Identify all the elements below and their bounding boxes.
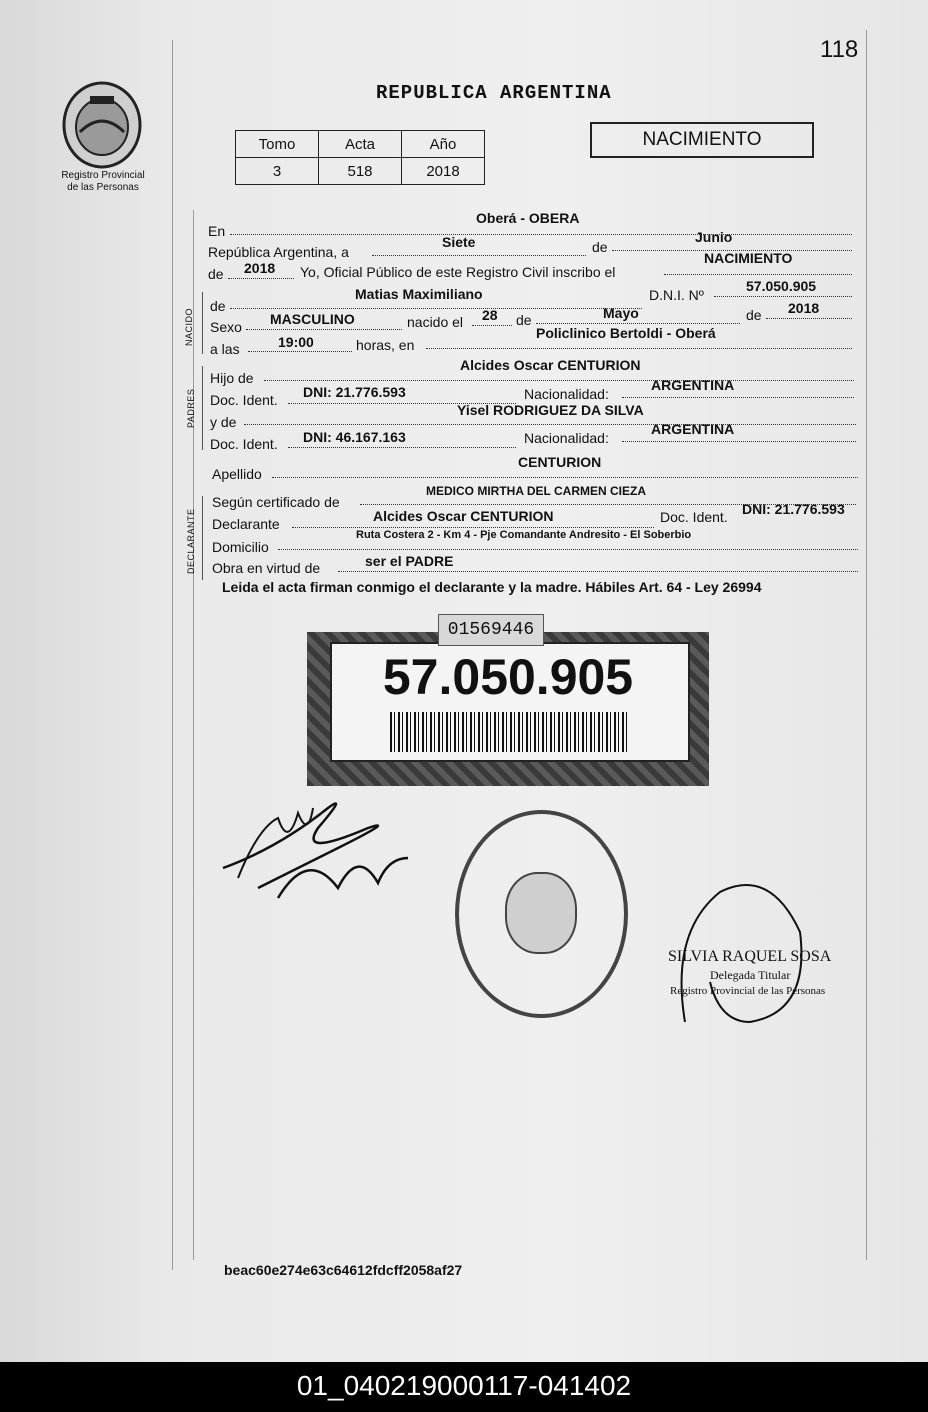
apellido-value: CENTURION (518, 454, 602, 470)
cert-label: Según certificado de (212, 494, 340, 510)
anio-header: Año (402, 131, 485, 158)
nacido-label: nacido el (407, 314, 464, 330)
sexo-value: MASCULINO (270, 311, 355, 327)
dom-label: Domicilio (212, 539, 269, 555)
registro-line-2: de las Personas (67, 182, 139, 193)
anio-value: 2018 (402, 158, 485, 185)
de-label: de (592, 239, 608, 255)
barcode-icon (390, 712, 630, 752)
inscribo-value: NACIMIENTO (704, 250, 793, 266)
official-name: SILVIA RAQUEL SOSA (668, 948, 832, 965)
hora-value: 19:00 (278, 334, 314, 350)
document-hash: beac60e274e63c64612fdcff2058af27 (224, 1262, 463, 1278)
de3-label: de (210, 298, 226, 314)
side-label-declarante: DECLARANTE (186, 508, 196, 574)
alas-label: a las (210, 341, 240, 357)
obra-label: Obra en virtud de (212, 560, 321, 576)
scan-id-footer: 01_040219000117-041402 (0, 1362, 928, 1412)
inner-margin-line (193, 210, 194, 1260)
control-number: 01569446 (438, 614, 544, 646)
certificado-value: MEDICO MIRTHA DEL CARMEN CIEZA (426, 484, 646, 498)
apellido-label: Apellido (212, 466, 262, 482)
nac-label: Nacionalidad: (524, 386, 609, 402)
block-separator (202, 292, 203, 354)
tomo-acta-table (235, 130, 485, 185)
dni-value: 57.050.905 (746, 278, 817, 294)
republica-label: República Argentina, a (208, 244, 349, 260)
side-label-nacido: NACIDO (184, 307, 194, 346)
acta-header: Acta (319, 131, 402, 158)
right-margin-line (866, 30, 867, 1260)
yo-label: Yo, Oficial Público de este Registro Civil inscribo el (300, 264, 616, 280)
en-label: En (208, 223, 226, 239)
en-value: Oberá - OBERA (476, 210, 580, 226)
nac-dia-value: 28 (482, 307, 498, 323)
declarante-signature (218, 788, 418, 918)
decl-dni-value: DNI: 21.776.593 (742, 501, 845, 517)
horas-label: horas, en (356, 337, 415, 353)
doc-label: Doc. Ident. (210, 392, 278, 408)
sticker-dni-number: 57.050.905 (382, 649, 634, 705)
nac2-label: Nacionalidad: (524, 430, 609, 446)
tomo-value: 3 (236, 158, 319, 185)
doc2-label: Doc. Ident. (210, 436, 278, 452)
acta-value: 518 (319, 158, 402, 185)
nac-anio-value: 2018 (788, 300, 820, 316)
stamp-emblem-icon (505, 872, 577, 954)
side-label-padres: PADRES (186, 388, 196, 428)
doc3-label: Doc. Ident. (660, 509, 728, 525)
nombre-value: Matias Maximiliano (355, 286, 483, 302)
madre-dni-value: DNI: 46.167.163 (303, 429, 406, 445)
madre-value: Yisel RODRIGUEZ DA SILVA (457, 402, 644, 418)
misiones-seal-icon (60, 80, 144, 170)
official-title: Delegada Titular (710, 968, 791, 982)
madre-nac-value: ARGENTINA (651, 421, 735, 437)
registro-line-1: Registro Provincial (61, 170, 145, 181)
hijo-label: Hijo de (210, 370, 254, 386)
document-title: REPUBLICA ARGENTINA (376, 82, 612, 104)
page-number: 118 (820, 36, 859, 63)
record-type-box: NACIMIENTO (590, 122, 814, 158)
registro-provincial-label (48, 170, 158, 194)
block-separator (202, 496, 203, 580)
obra-value: ser el PADRE (365, 553, 454, 569)
legal-note: Leida el acta firman conmigo el declarante y la madre. Hábiles Art. 64 - Ley 26994 (222, 579, 762, 595)
declarante-value: Alcides Oscar CENTURION (373, 508, 554, 524)
mes-value: Junio (695, 229, 733, 245)
decl-label: Declarante (212, 516, 280, 532)
domicilio-value: Ruta Costera 2 - Km 4 - Pje Comandante Andresito - El Soberbio (356, 529, 692, 541)
de2-label: de (208, 266, 224, 282)
yde-label: y de (210, 414, 237, 430)
dotted-line (372, 243, 586, 256)
official-registro: Registro Provincial de las Personas (670, 985, 826, 997)
de5-label: de (746, 307, 762, 323)
padre-value: Alcides Oscar CENTURION (460, 357, 641, 373)
block-separator (202, 366, 203, 450)
dni-label: D.N.I. Nº (649, 287, 704, 303)
left-margin-line (172, 40, 173, 1270)
lugar-value: Policlinico Bertoldi - Oberá (536, 325, 716, 341)
sexo-label: Sexo (210, 319, 242, 335)
de4-label: de (516, 312, 532, 328)
padre-dni-value: DNI: 21.776.593 (303, 384, 406, 400)
padre-nac-value: ARGENTINA (651, 377, 735, 393)
nac-mes-value: Mayo (603, 305, 639, 321)
tomo-header: Tomo (236, 131, 319, 158)
dia-value: Siete (442, 234, 476, 250)
anio-value: 2018 (244, 260, 276, 276)
